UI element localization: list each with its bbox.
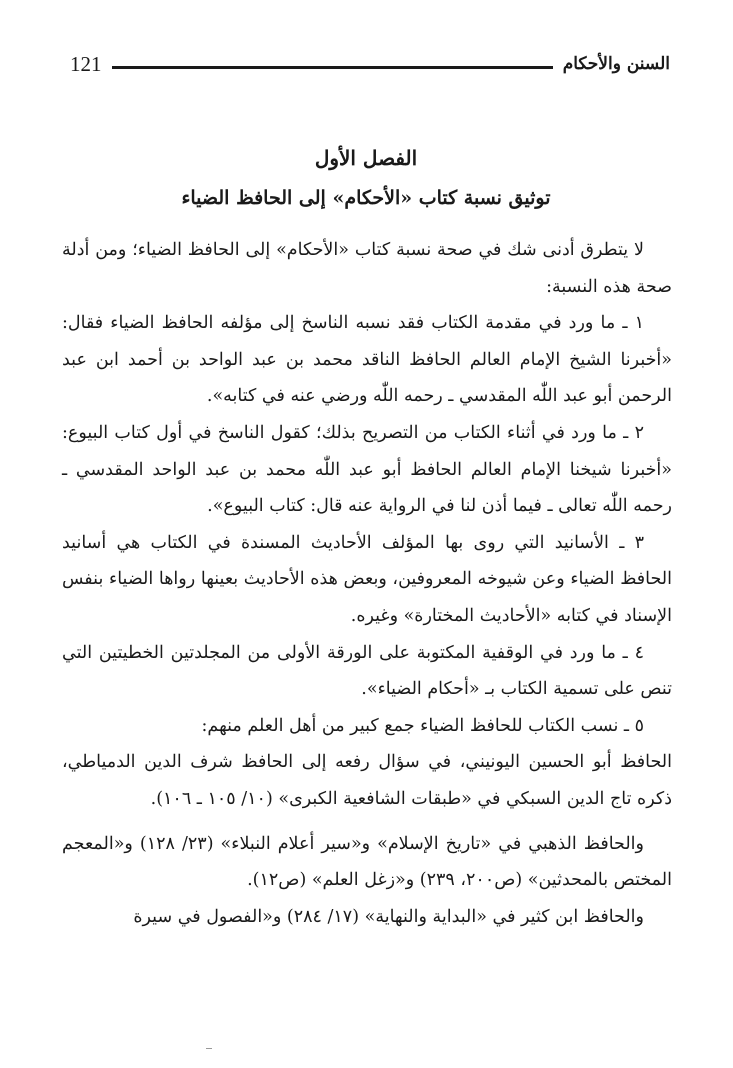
paragraph-ibn-kathir: والحافظ ابن كثير في «البداية والنهاية» (١٧/ ٢٨٤) و«الفصول في سيرة bbox=[133, 906, 644, 927]
running-title: السنن والأحكام bbox=[562, 54, 670, 74]
paragraph-evidence-2: ٢ ـ ما ورد في أثناء الكتاب من التصريح بذلك؛ كقول الناسخ في أول كتاب البيوع: «أخبرنا شيخنا الإمام العالم الحافظ أبو عبد اللّٰه محمد بن عبد الواحد المقدسي ـ رحمه اللّٰه تعالى ـ فيما أذن لنا في الرواية عنه قال: كتاب البيوع». bbox=[62, 422, 672, 517]
chapter-heading bbox=[60, 138, 672, 218]
paragraph-evidence-1: ١ ـ ما ورد في مقدمة الكتاب فقد نسبه الناسخ إلى مؤلفه الحافظ الضياء فقال: «أخبرنا الشيخ الإمام العالم الحافظ الناقد محمد بن عبد الواحد بن أحمد ابن عبد الرحمن أبو عبد اللّٰه المقدسي ـ رحمه اللّٰه ورضي عنه في كتابه». bbox=[62, 313, 672, 407]
header-rule bbox=[112, 66, 553, 69]
paragraph-dhahabi: والحافظ الذهبي في «تاريخ الإسلام» و«سير أعلام النبلاء» (٢٣/ ١٢٨) و«المعجم المختص بالمحدثين» (ص٢٠٠، ٢٣٩) و«زغل العلم» (ص١٢). bbox=[62, 833, 672, 891]
page-number: 121 bbox=[70, 51, 102, 76]
body-text bbox=[62, 232, 672, 935]
paragraph-evidence-4: ٤ ـ ما ورد في الوقفية المكتوبة على الورقة الأولى من المجلدتين الخطيتين التي تنص على تسمية الكتاب بـ «أحكام الضياء». bbox=[62, 642, 672, 700]
page-header bbox=[70, 44, 670, 84]
paragraph-evidence-3: ٣ ـ الأسانيد التي روى بها المؤلف الأحاديث المسندة في الكتاب هي أسانيد الحافظ الضياء وعن شيوخه المعروفين، وبعض هذه الأحاديث بعينها رواها الضياء بنفس الإسناد في كتابه «الأحاديث المختارة» وغيره. bbox=[62, 532, 672, 626]
scan-mark bbox=[206, 1048, 212, 1049]
paragraph-intro: لا يتطرق أدنى شك في صحة نسبة كتاب «الأحكام» إلى الحافظ الضياء؛ ومن أدلة صحة هذه النسبة: bbox=[62, 240, 672, 297]
paragraph-yunini: الحافظ أبو الحسين اليونيني، في سؤال رفعه إلى الحافظ شرف الدين الدمياطي، ذكره تاج الدين السبكي في «طبقات الشافعية الكبرى» (١٠/ ١٠٥ ـ ١٠٦). bbox=[62, 752, 672, 809]
paragraph-evidence-5: ٥ ـ نسب الكتاب للحافظ الضياء جمع كبير من أهل العلم منهم: bbox=[201, 715, 644, 736]
chapter-title: الفصل الأول bbox=[314, 146, 418, 170]
chapter-subtitle: توثيق نسبة كتاب «الأحكام» إلى الحافظ الضياء bbox=[181, 187, 551, 209]
